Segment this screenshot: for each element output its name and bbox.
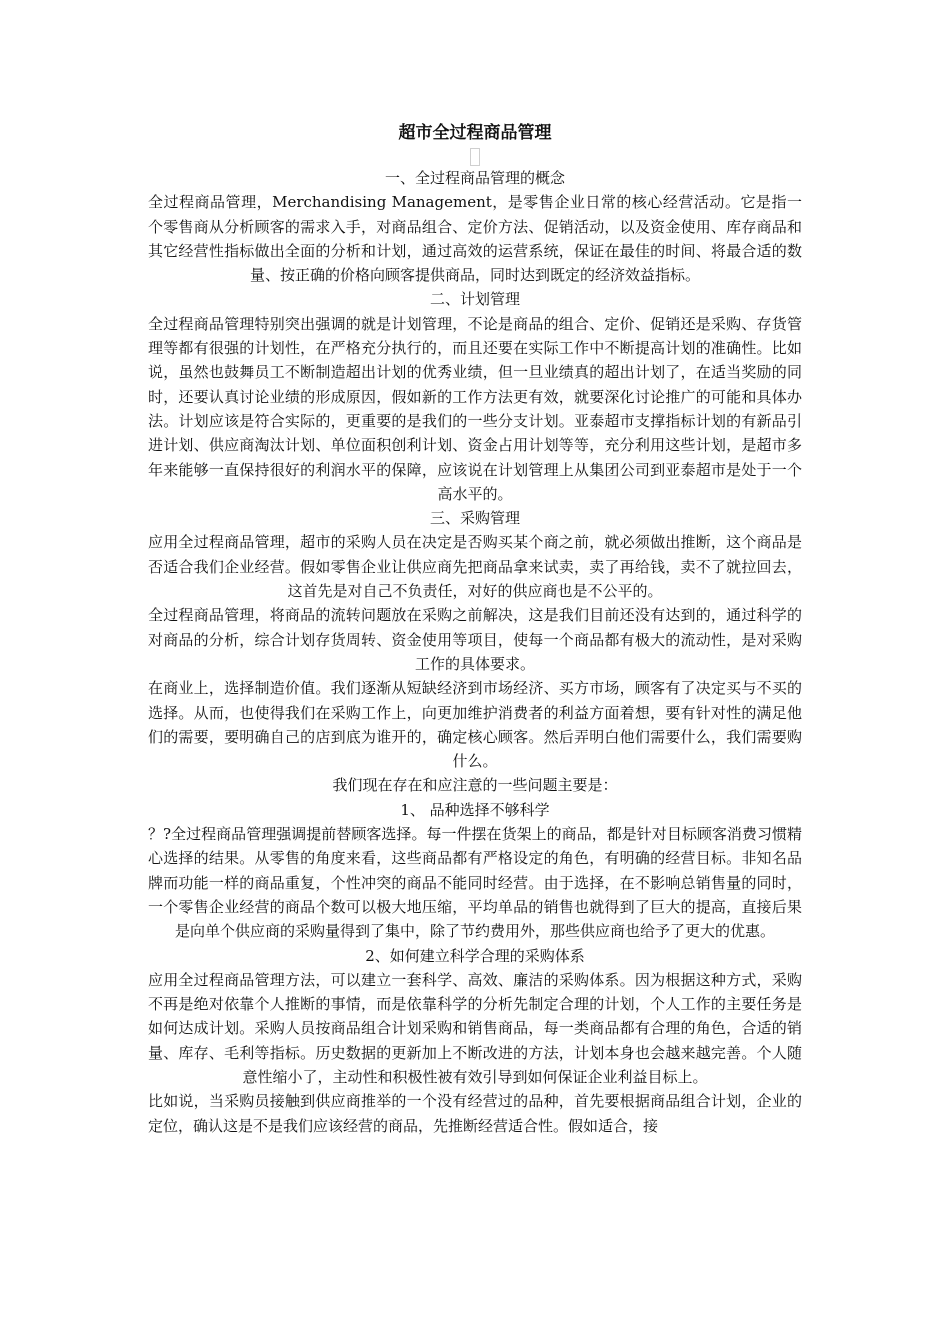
document-title: 超市全过程商品管理 bbox=[398, 123, 552, 143]
document-page bbox=[148, 120, 802, 1138]
paragraph-issue-1: ？?全过程商品管理强调提前替顾客选择。每一件摆在货架上的商品，都是针对目标顾客消费习惯精心选择的结果。从零售的角度来看，这些商品都有严格设定的角色，有明确的经营目标。非知名品牌而功能一样的商品重复，个性冲突的商品不能同时经营。由于选择，在不影响总销售量的同时，一个零售企业经营的商品个数可以极大地压缩，平均单品的销售也就得到了巨大的提高，直接后果是向单个供应商的采购量得到了集中，除了节约费用外，那些供应商也给予了更大的优惠。 bbox=[148, 825, 802, 941]
section-heading-planning: 二、计划管理 bbox=[429, 290, 520, 309]
paragraph-purchasing-1: 应用全过程商品管理，超市的采购人员在决定是否购买某个商之前，就必须做出推断，这个商品是否适合我们企业经营。假如零售企业让供应商先把商品拿来试卖，卖了再给钱，卖不了就拉回去，这首先是对自己不负责任，对好的供应商也是不公平的。 bbox=[148, 533, 802, 601]
section-heading-concept: 一、全过程商品管理的概念 bbox=[384, 169, 565, 187]
issue-heading-1: 1、 品种选择不够科学 bbox=[400, 800, 550, 819]
issue-heading-2: 2、如何建立科学合理的采购体系 bbox=[365, 946, 585, 965]
placeholder-box-icon bbox=[470, 148, 480, 166]
paragraph-concept: 全过程商品管理，Merchandising Management，是零售企业日常的核心经营活动。它是指一个零售商从分析顾客的需求入手，对商品组合、定价方法、促销活动，以及资金使用、库存商品和其它经营性指标做出全面的分析和计划，通过高效的运营系统，保证在最佳的时间、将最合适的数量、按正确的价格向顾客提供商品，同时达到既定的经济效益指标。 bbox=[148, 193, 802, 285]
paragraph-issue-2: 应用全过程商品管理方法，可以建立一套科学、高效、廉洁的采购体系。因为根据这种方式，采购不再是绝对依靠个人推断的事情，而是依靠科学的分析先制定合理的计划，个人工作的主要任务是如何达成计划。采购人员按商品组合计划采购和销售商品，每一类商品都有合理的角色，合适的销量、库存、毛利等指标。历史数据的更新加上不断改进的方法，计划本身也会越来越完善。个人随意性缩小了，主动性和积极性被有效引导到如何保证企业利益目标上。 bbox=[148, 970, 802, 1086]
issues-intro: 我们现在存在和应注意的一些问题主要是： bbox=[332, 776, 618, 795]
paragraph-issue-2-continued: 比如说，当采购员接触到供应商推举的一个没有经营过的品种，首先要根据商品组合计划，企业的定位，确认这是不是我们应该经营的商品，先推断经营适合性。假如适合，接 bbox=[148, 1092, 802, 1135]
paragraph-planning: 全过程商品管理特别突出强调的就是计划管理，不论是商品的组合、定价、促销还是采购、存货管理等都有很强的计划性，在严格充分执行的，而且还要在实际工作中不断提高计划的准确性。比如说，虽然也鼓舞员工不断制造超出计划的优秀业绩，但一旦业绩真的超出计划了，在适当奖励的同时，还要认真讨论业绩的形成原因，假如新的工作方法更有效，就要深化讨论推广的可能和具体办法。计划应该是符合实际的，更重要的是我们的一些分支计划。亚泰超市支撑指标计划的有新品引进计划、供应商淘汰计划、单位面积创利计划、资金占用计划等等，充分利用这些计划，是超市多年来能够一直保持很好的利润水平的保障，应该说在计划管理上从集团公司到亚泰超市是处于一个高水平的。 bbox=[148, 314, 802, 503]
paragraph-purchasing-2: 全过程商品管理，将商品的流转问题放在采购之前解决，这是我们目前还没有达到的，通过科学的对商品的分析，综合计划存货周转、资金使用等项目，使每一个商品都有极大的流动性，是对采购工作的具体要求。 bbox=[148, 606, 802, 673]
paragraph-purchasing-3: 在商业上，选择制造价值。我们逐渐从短缺经济到市场经济、买方市场，顾客有了决定买与不买的选择。从而，也使得我们在采购工作上，向更加维护消费者的利益方面着想，要有针对性的满足他们的需要，要明确自己的店到底为谁开的，确定核心顾客。然后弄明白他们需要什么，我们需要购什么。 bbox=[148, 679, 802, 771]
section-heading-purchasing: 三、采购管理 bbox=[429, 509, 520, 528]
